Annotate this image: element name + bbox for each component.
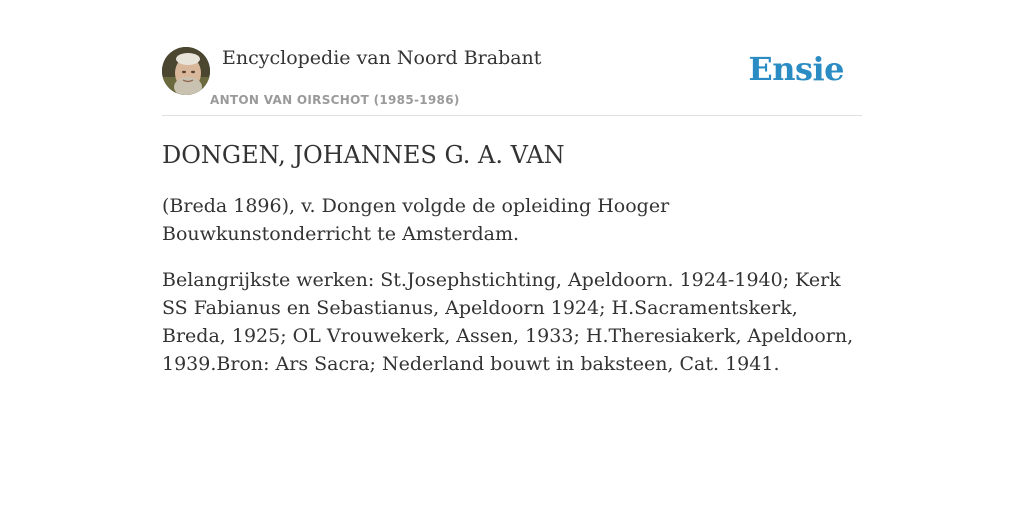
page (162, 0, 862, 512)
entry-paragraph: (Breda 1896), v. Dongen volgde de opleiding Hooger Bouwkunstonderricht te Amsterdam. (162, 195, 670, 245)
ensie-logo[interactable]: Ensie (748, 50, 844, 88)
entry-body (162, 192, 862, 396)
author-avatar[interactable] (162, 47, 210, 95)
avatar-portrait-image (162, 47, 210, 95)
author-name[interactable]: ANTON VAN OIRSCHOT (1985-1986) (210, 93, 460, 107)
book-title[interactable]: Encyclopedie van Noord Brabant (222, 47, 542, 69)
entry-title: DONGEN, JOHANNES G. A. VAN (162, 141, 565, 169)
entry-paragraph: Belangrijkste werken: St.Josephstichting, Apeldoorn. 1924-1940; Kerk SS Fabianus en Sebastianus, Apeldoorn 1924; H.Sacramentskerk, Breda, 1925; OL Vrouwekerk, Assen, 1933; H.Theresiakerk, Apeldoorn, 1939.Bron: Ars Sacra; Nederland bouwt in baksteen, Cat. 1941. (162, 269, 854, 375)
header (162, 0, 862, 116)
